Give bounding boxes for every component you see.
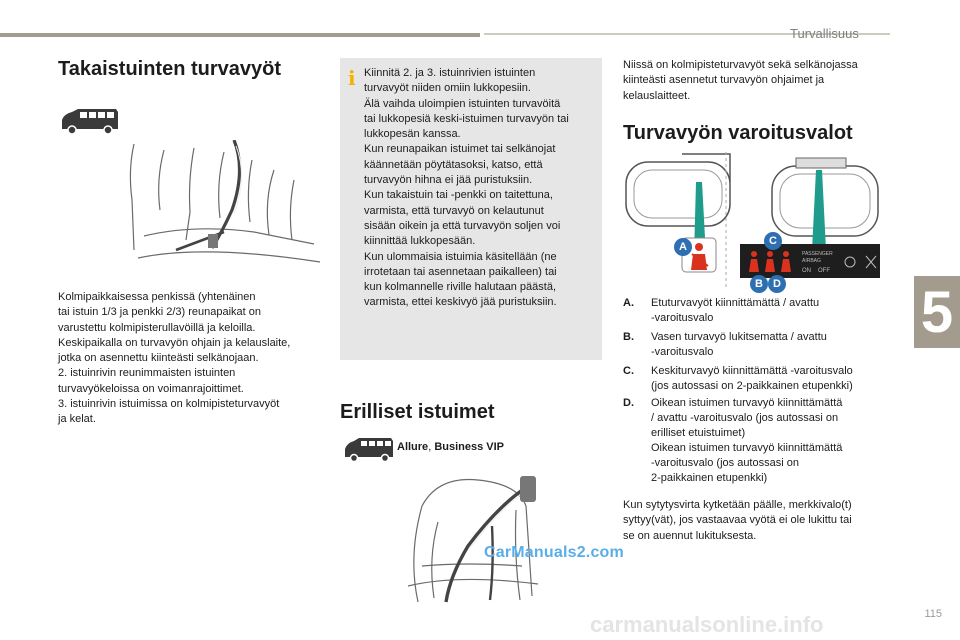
van-icon: [58, 106, 120, 136]
right-intro-text: Niissä on kolmipisteturvavyöt sekä selkänojassa kiinteästi asennetut turvavyön ohjaimet ja kelauslaitteet.: [623, 59, 858, 102]
chapter-tab: 5: [914, 276, 960, 348]
callout-c: C: [764, 232, 782, 250]
callout-a: A: [674, 238, 692, 256]
legend-text: Oikean istuimen turvavyö kiinnittämättä / avattu -varoitusvalo (jos autossasi on erilliset etuistuimet) Oikean istuimen turvavyö kiinnittämättä -varoitusvalo (jos autossasi on 2-paikkainen etupenkki): [651, 397, 843, 484]
right-outro-text: Kun sytytysvirta kytketään päälle, merkkivalo(t) syttyy(vät), jos vastaavaa vyötä ei ole lukittu tai se on auennut lukituksesta.: [623, 499, 852, 542]
watermark-text: CarManuals2.com: [484, 544, 624, 561]
header-bar: [0, 33, 480, 37]
legend-text: Vasen turvavyö lukitsematta / avattu -varoitusvalo: [651, 331, 827, 358]
legend-key: D.: [623, 397, 634, 409]
callout-d: D: [768, 275, 786, 293]
callout-b: B: [750, 275, 768, 293]
panel-label-off: OFF: [818, 268, 830, 274]
right-title: Turvavyön varoitusvalot: [623, 122, 853, 144]
warning-lamps-illustration: [622, 152, 884, 290]
legend-key: B.: [623, 331, 634, 343]
left-body-text: Kolmipaikkaisessa penkissä (yhtenäinen tai istuin 1/3 ja penkki 2/3) reunapaikat on varustettu kolmipisterullavöillä ja keloilla. Keskipaikalla on turvavyön ohjain ja kelauslaite, jotka on asennettu kiinteästi selkänojaan. 2. istuinrivin reunimmaisten istuinten turvavyökeloissa on voimanrajoittimet. 3. istuinrivin istuimissa on kolmipisteturvavyöt ja kelat.: [58, 291, 291, 426]
footer-watermark: carmanualsonline.info: [590, 612, 824, 637]
rear-bench-seatbelt-illustration: [124, 140, 324, 280]
version-label: Allure, Business VIP: [397, 441, 505, 453]
left-title: Takaistuinten turvavyöt: [58, 58, 282, 80]
page-number: 115: [924, 608, 942, 620]
panel-label-line2: AIRBAG: [802, 258, 821, 264]
van-icon: [342, 436, 394, 464]
individual-seat-seatbelt-illustration: [398, 466, 548, 606]
section-name: Turvallisuus: [790, 26, 859, 41]
panel-label-line1: PASSENGER: [802, 251, 833, 257]
panel-label-on: ON: [802, 268, 811, 274]
legend-text: Keskiturvavyö kiinnittämättä -varoitusvalo (jos autossasi on 2-paikkainen etupenkki): [651, 365, 853, 392]
legend-key: C.: [623, 365, 634, 377]
info-icon: i: [348, 66, 356, 90]
legend-text: Etuturvavyöt kiinnittämättä / avattu -varoitusvalo: [651, 297, 820, 324]
middle-title: Erilliset istuimet: [340, 401, 495, 423]
legend-key: A.: [623, 297, 634, 309]
info-box-text: Kiinnitä 2. ja 3. istuinrivien istuinten turvavyöt niiden omiin lukkopesiin. Älä vaihda uloimpien istuinten turvavöitä tai lukkopesiä keski-istuimen turvavyön tai lukkopesän kanssa. Kun reunapaikan istuimet tai selkänojat käännetään pöytätasoksi, katso, että turvavyön hihna ei jää puristuksiin. Kun takaistuin tai -penkki on taitettuna, varmista, että turvavyö on kelautunut sisään oikein ja että turvavyön soljen voi kiinnittää lukkopesään. Kun ulommaisia istuimia käsitellään (ne irrotetaan tai asennetaan paikalleen) tai kun kolmannelle riville halutaan päästä, varmista, ettei keskivyö jää puristuksiin.: [364, 67, 569, 309]
